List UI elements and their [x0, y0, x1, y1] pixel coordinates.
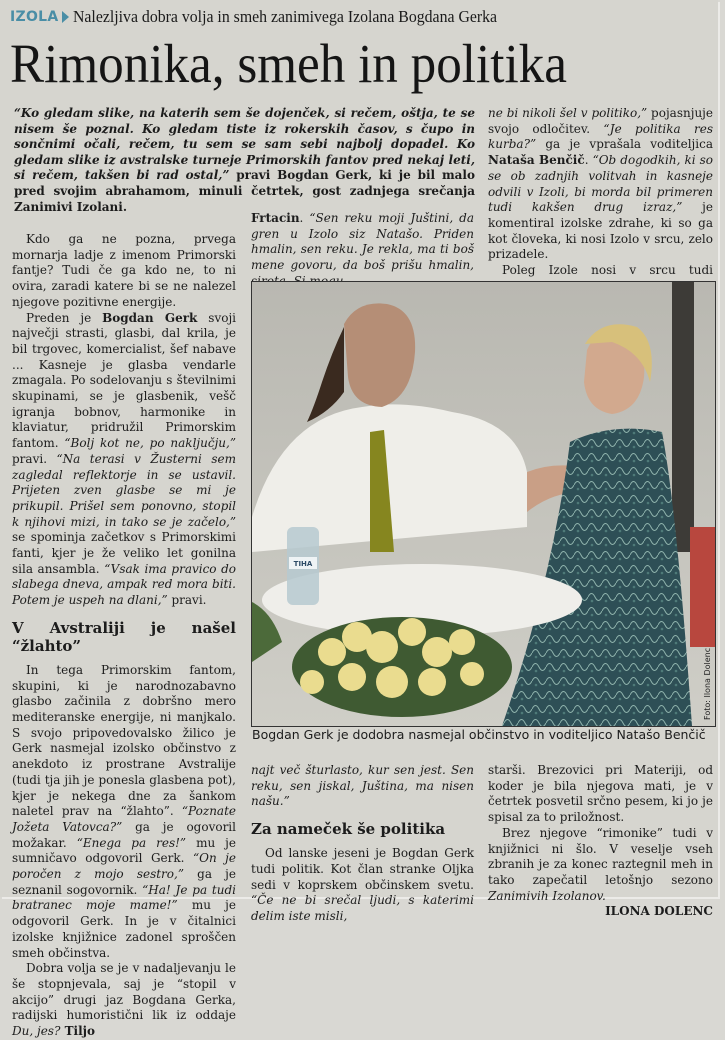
quote: “Vsak ima pravico do slabega dneva, ampak red mora biti. Potem je uspeh na dlani,” — [12, 561, 237, 608]
show-title: Du, jes? — [12, 1024, 61, 1039]
article-photo — [251, 281, 716, 727]
text: svoji največji strasti, glasbi, dal krila, je bil trgovec, komercialist, šef nabave ... Kasneje je glasba vendarle zmagala. Po sodelovanju s številnimi skupinami, se je glasbenik, vešč igranja bobnov, harmonike in klaviatur, pridružil Primorskim fantom. — [12, 310, 237, 451]
text: Preden je — [26, 310, 103, 325]
article-column-2-top — [251, 211, 474, 290]
text: . — [299, 211, 310, 225]
photo-illustration — [252, 282, 715, 726]
red-chair — [690, 527, 715, 647]
text: ga je ogovoril možakar. — [12, 819, 236, 850]
quote: “Poznate Jožeta Vatovca?” — [12, 804, 236, 834]
quote: “On je poročen z mojo sestro,” — [12, 851, 236, 882]
door-frame — [672, 282, 694, 552]
article-column-3-top — [488, 106, 713, 310]
paragraph — [251, 763, 474, 810]
lead-paragraph — [14, 106, 475, 215]
text: Dobra volja se je v nadaljevanju le še stopnjevala, saj je “stopil v akcijo” drugi jaz Bogdana Gerka, radijski humoristični lik iz oddaje — [12, 961, 236, 1023]
quote: “Je politika res kurba?” — [488, 121, 713, 152]
subheading: Za nameček še politika — [251, 820, 446, 839]
paragraph — [488, 106, 713, 263]
paragraph — [12, 311, 236, 609]
subheading: V Avstraliji je našel “žlahto” — [12, 618, 236, 655]
section-label: IZOLA — [10, 9, 59, 25]
paragraph — [12, 961, 236, 1040]
paragraph — [251, 846, 474, 925]
paragraph — [251, 211, 474, 290]
photo-caption: Bogdan Gerk je dodobra nasmejal občinstvo in voditeljico Natašo Benčič — [252, 727, 706, 742]
text: . — [584, 153, 593, 168]
quote: “Sen reku moji Juštini, da gren u Izolo siz Natašo. Priden hmalin, sen reku. Je rekla, ma ti boš mene govoru, da boš prišu hmalin, — [251, 211, 474, 273]
text: se spominja začetkov s Primorskimi fanti, kjer je že veliko let gonilna sila ansambla. — [12, 530, 236, 576]
quote: “Na terasi v Žusterni sem zagledal reflektorje in se ustavil. Prijeten zven glasbe se mi je prikupil. Prišel sem ponovno, stopil k njihovi mizi, in tako se je začelo,” — [12, 451, 236, 529]
quote: najt več šturlasto, kur sen jest. Sen reku, sen jiskal, Juština, ma nisen našu.” — [251, 763, 474, 809]
text: mu je odgovoril Gerk. In je v čitalnici izolske knjižnice zadonel sproščen smeh občinstva. — [12, 898, 236, 960]
text: pravi. — [12, 451, 57, 466]
text: Od lanske jeseni je Bogdan Gerk tudi politik. Kot član stranke Oljka sedi v koprskem občinskem svetu. — [251, 846, 474, 892]
quote: “Ob dogodkih, ki so se ob zadnjih volitvah in kasneje odvili v Izoli, bi morda bil primeren tudi kakšen drug izraz,” — [488, 153, 713, 215]
photo-credit: Foto: Ilona Dolenc — [703, 647, 712, 720]
lead-rest: pravi Bogdan Gerk, ki je bil malo pred svojim abrahamom, minuli četrtek, gost zadnjega srečanja Zanimivi Izolani. — [14, 168, 475, 214]
text: je komentiral izolske zdrahe, ki so ga kot človeka, ki nosi Izolo v srcu, zelo prizadele. — [488, 200, 713, 262]
person-name: Nataša Benčič — [488, 153, 585, 168]
article-column-3-bottom — [488, 763, 713, 920]
text: ga je vprašala voditeljica — [536, 137, 713, 152]
kicker-text: Nalezljiva dobra volja in smeh zanimivega Izolana Bogdana Gerka — [72, 7, 497, 26]
paragraph — [488, 825, 713, 919]
quote: “Bolj kot ne, po naključju,” — [64, 436, 236, 451]
quote: “Enega pa res!” — [76, 835, 187, 850]
author-byline: ILONA DOLENC — [605, 904, 713, 919]
article-column-2-bottom — [251, 763, 474, 925]
quote: “Če ne bi srečal ljudi, s katerimi delim iste misli, — [251, 893, 474, 923]
bottle-label: TIHA — [293, 560, 313, 568]
quote: ne bi nikoli šel v politiko,” — [488, 106, 648, 120]
person-name: Frtacin — [251, 211, 300, 225]
headline: Rimonika, smeh in politika — [10, 33, 567, 94]
text: mu je sumničavo odgovoril Gerk. — [12, 835, 236, 866]
person-name: Bogdan Gerk — [102, 310, 198, 325]
text: pravi. — [167, 593, 207, 608]
text: In tega Primorskim fantom, skupini, ki je narodnozabavno glasbo začinila z dobršno mero mediteranske energije, ni manjkalo. S svojo pripovedovalsko žilico je Gerk nasmejal izolsko občinstvo z anekdoto iz prostrane Avstralije (tudi tja jih je ponesla glasbena pot), kjer je nekega dne za šankom naletel prav na “žlahto”. — [12, 662, 236, 819]
text: pojasnjuje svojo odločitev. — [488, 106, 713, 136]
person-name: Tiljo — [60, 1024, 95, 1039]
quote: “Ha! Je pa tudi bratranec moje mame!” — [12, 882, 236, 913]
paragraph: starši. Brezovici pri Materiji, od koder je bila njegova mati, je v četrtek posvetil srčno pesem, ki jo je spisal za to priložnost. — [488, 763, 713, 825]
paragraph: Kdo ga ne pozna, prvega mornarja ladje z imenom Primorski fantje? Tudi če ga kdo ne, to ni ovira, zaradi katere bi se ne nalezel njegove pozitivne energije. — [12, 232, 236, 309]
paragraph: Poleg Izole nosi v srcu tudi — [502, 263, 713, 278]
series-title: Zanimivih Izolanov. — [488, 888, 606, 903]
paragraph — [12, 663, 236, 961]
text: Brez njegove “rimonike” tudi v knjižnici ni šlo. V veselje vseh zbranih je za konec raztegnil meh in tako zapečatil letošnjo sezono — [488, 825, 713, 887]
kicker — [10, 7, 529, 27]
article-column-1 — [12, 232, 236, 1040]
triangle-right-icon — [62, 11, 69, 23]
text: ga je seznanil sogovornik. — [12, 867, 236, 897]
lead-quote: “Ko gledam slike, na katerih sem še dojenček, si rečem, oštja, te se nisem še poznal. Ko gledam tiste iz rokerskih časov, s čupo in sončnimi očali, rečem, tu sem se sam sebi najbolj dopadel. Ko gledam slike iz avstralske turneje Primorskih fantov pred nekaj leti, si rečem, takšen bi rad ostal,” — [14, 106, 475, 183]
